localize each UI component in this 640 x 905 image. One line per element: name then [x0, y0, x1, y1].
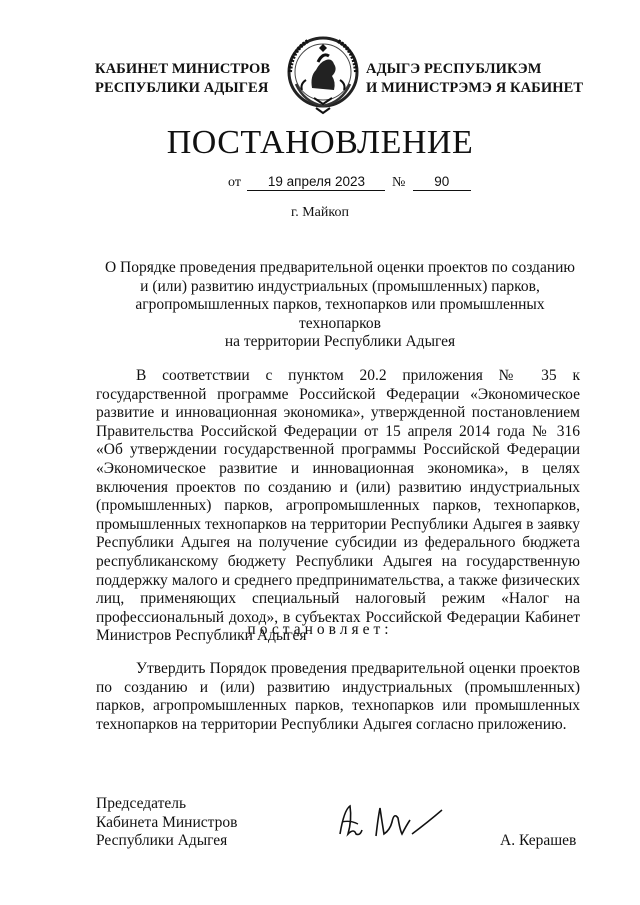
document-date: 19 апреля 2023	[247, 174, 385, 191]
resolution-block	[96, 660, 580, 734]
header-left-line1: КАБИНЕТ МИНИСТРОВ	[95, 61, 271, 77]
header-right-line2: И МИНИСТРЭМЭ Я КАБИНЕТ	[366, 80, 584, 96]
from-label: от	[228, 175, 241, 190]
subject-line: на территории Республики Адыгея	[224, 333, 456, 351]
signature-block	[96, 795, 237, 851]
preamble-block	[96, 367, 580, 646]
signatory-title-line: Республики Адыгея	[96, 832, 228, 850]
document-number: 90	[413, 174, 471, 191]
signatory-title-line: Председатель	[96, 795, 187, 812]
subject-line: О Порядке проведения предварительной оценки проектов по созданию	[104, 259, 575, 276]
signatory-title-line: Кабинета Министров	[96, 813, 238, 831]
signer-name: А. Керашев	[500, 832, 577, 849]
handwritten-signature	[336, 800, 446, 846]
resolution-paragraph: Утвердить Порядок проведения предварительной оценки проектов по созданию и (или) развитию индустриальных (промышленных) парков, агропромышленных парков, технопарков или промышленных технопарков на территории Республики Адыгея согласно приложению.	[96, 660, 580, 733]
document-subject	[100, 259, 580, 352]
subject-line: агропромышленных парков, технопарков или промышленных технопарков	[135, 296, 545, 332]
document-title: ПОСТАНОВЛЕНИЕ	[166, 124, 474, 161]
header-left-line2: РЕСПУБЛИКИ АДЫГЕЯ	[95, 80, 269, 96]
subject-line: и (или) развитию индустриальных (промышленных) парков,	[140, 277, 540, 295]
number-label: №	[391, 175, 406, 190]
header-left	[95, 60, 270, 98]
resolve-word: постановляет:	[247, 621, 393, 638]
date-line	[228, 174, 471, 191]
header-right	[366, 60, 583, 98]
coat-of-arms-icon	[282, 32, 364, 116]
preamble-paragraph: В соответствии с пунктом 20.2 приложения № 35 к государственной программе Российской Федерации «Экономическое развитие и инновационная экономика», утвержденной постановлением Правительства Российской Федерации от 15 апреля 2014 года № 316 «Об утверждении государственной программы Российской Федерации «Экономическое развитие и инновационная экономика», в целях включения проектов по созданию и (или) развитию индустриальных (промышленных) парков, агропромышленных парков, технопарков, промышленных технопарков на территории Республики Адыгея в заявку Республики Адыгея на получение субсидии из федерального бюджета республиканскому бюджету Республики Адыгея на государственную поддержку малого и среднего предпринимательства, а также физических лиц, применяющих специальный налоговый режим «Налог на профессиональный доход», в субъектах Российской Федерации Кабинет Министров Республики Адыгея	[96, 367, 580, 645]
city-line: г. Майкоп	[291, 205, 349, 220]
header-right-line1: АДЫГЭ РЕСПУБЛИКЭМ	[366, 61, 542, 77]
